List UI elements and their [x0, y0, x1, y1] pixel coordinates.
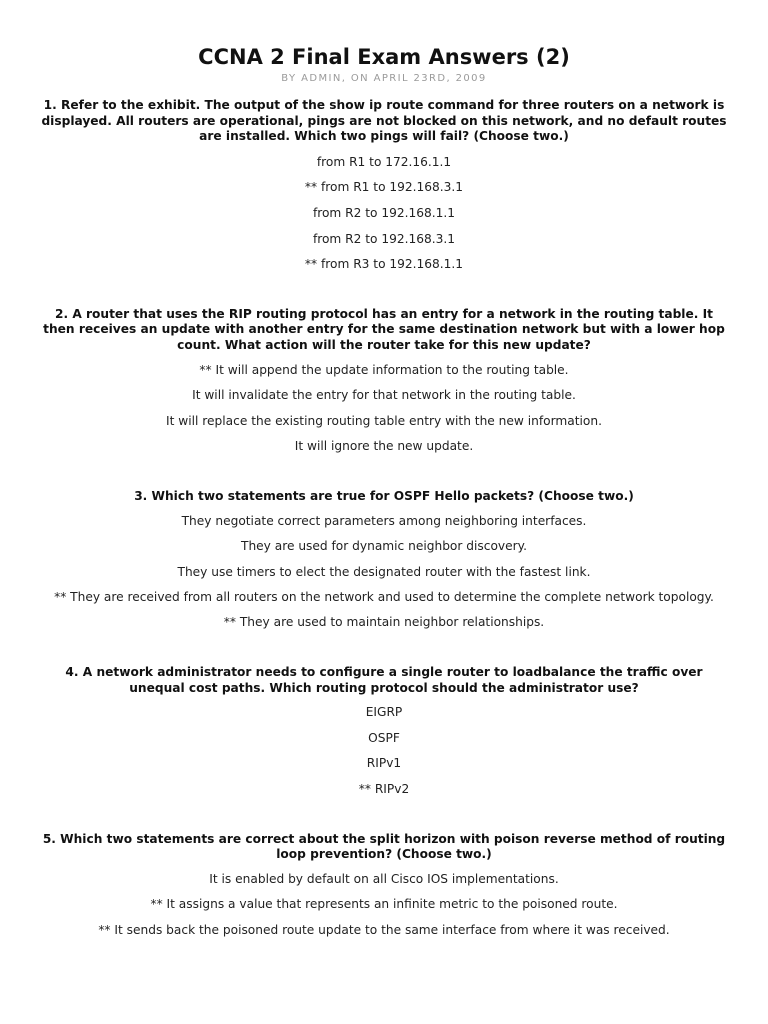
answer-list: [40, 155, 728, 273]
question-text: 1. Refer to the exhibit. The output of the show ip route command for three routers on a network is displayed. All routers are operational, pings are not blocked on this network, and no default routes are installed. Which two pings will fail? (Choose two.): [41, 98, 727, 144]
answer-option: It will ignore the new update.: [294, 439, 474, 454]
answer-option-correct: ** It will append the update information to the routing table.: [199, 362, 569, 377]
page-title: CCNA 2 Final Exam Answers (2): [198, 45, 570, 69]
answer-option: They negotiate correct parameters among neighboring interfaces.: [181, 513, 587, 528]
answer-option-correct: ** from R3 to 192.168.1.1: [304, 257, 464, 272]
answer-list: [40, 872, 728, 939]
answer-option-correct: ** It sends back the poisoned route update to the same interface from where it was received.: [98, 923, 670, 938]
answer-list: [40, 363, 728, 455]
question-text: 3. Which two statements are true for OSPF Hello packets? (Choose two.): [134, 488, 634, 503]
answer-option: It will invalidate the entry for that network in the routing table.: [192, 388, 576, 403]
answer-option-correct: ** RIPv2: [358, 782, 410, 797]
answer-option: from R2 to 192.168.3.1: [312, 231, 456, 246]
answer-option-correct: ** It assigns a value that represents an infinite metric to the poisoned route.: [150, 897, 618, 912]
question-4: [40, 665, 728, 798]
answer-option: from R2 to 192.168.1.1: [312, 205, 456, 220]
answer-option-correct: ** They are used to maintain neighbor relationships.: [223, 615, 545, 630]
answer-option: They use timers to elect the designated router with the fastest link.: [177, 564, 591, 579]
answer-list: [40, 705, 728, 797]
answer-option-correct: ** from R1 to 192.168.3.1: [304, 180, 464, 195]
answer-option-correct: ** They are received from all routers on the network and used to determine the complete network topology.: [54, 590, 714, 605]
question-text: 4. A network administrator needs to configure a single router to loadbalance the traffic over unequal cost paths. Which routing protocol should the administrator use?: [65, 665, 703, 695]
answer-option: OSPF: [368, 730, 400, 745]
answer-list: [40, 514, 728, 632]
answer-option: They are used for dynamic neighbor discovery.: [241, 539, 527, 554]
answer-option: from R1 to 172.16.1.1: [316, 154, 452, 169]
byline: BY ADMIN, ON APRIL 23RD, 2009: [281, 73, 487, 84]
document-page: [40, 44, 728, 939]
question-2: [40, 307, 728, 455]
question-text: 2. A router that uses the RIP routing protocol has an entry for a network in the routing table. It then receives an update with another entry for the same destination network but with a lower hop count. What action will the router take for this new update?: [43, 306, 725, 352]
answer-option: RIPv1: [366, 756, 402, 771]
question-1: [40, 98, 728, 273]
question-5: [40, 832, 728, 939]
answer-option: It will replace the existing routing table entry with the new information.: [166, 413, 602, 428]
answer-option: It is enabled by default on all Cisco IOS implementations.: [209, 871, 559, 886]
answer-option: EIGRP: [365, 705, 403, 720]
question-text: 5. Which two statements are correct about the split horizon with poison reverse method of routing loop prevention? (Choose two.): [42, 831, 726, 862]
question-3: [40, 489, 728, 631]
